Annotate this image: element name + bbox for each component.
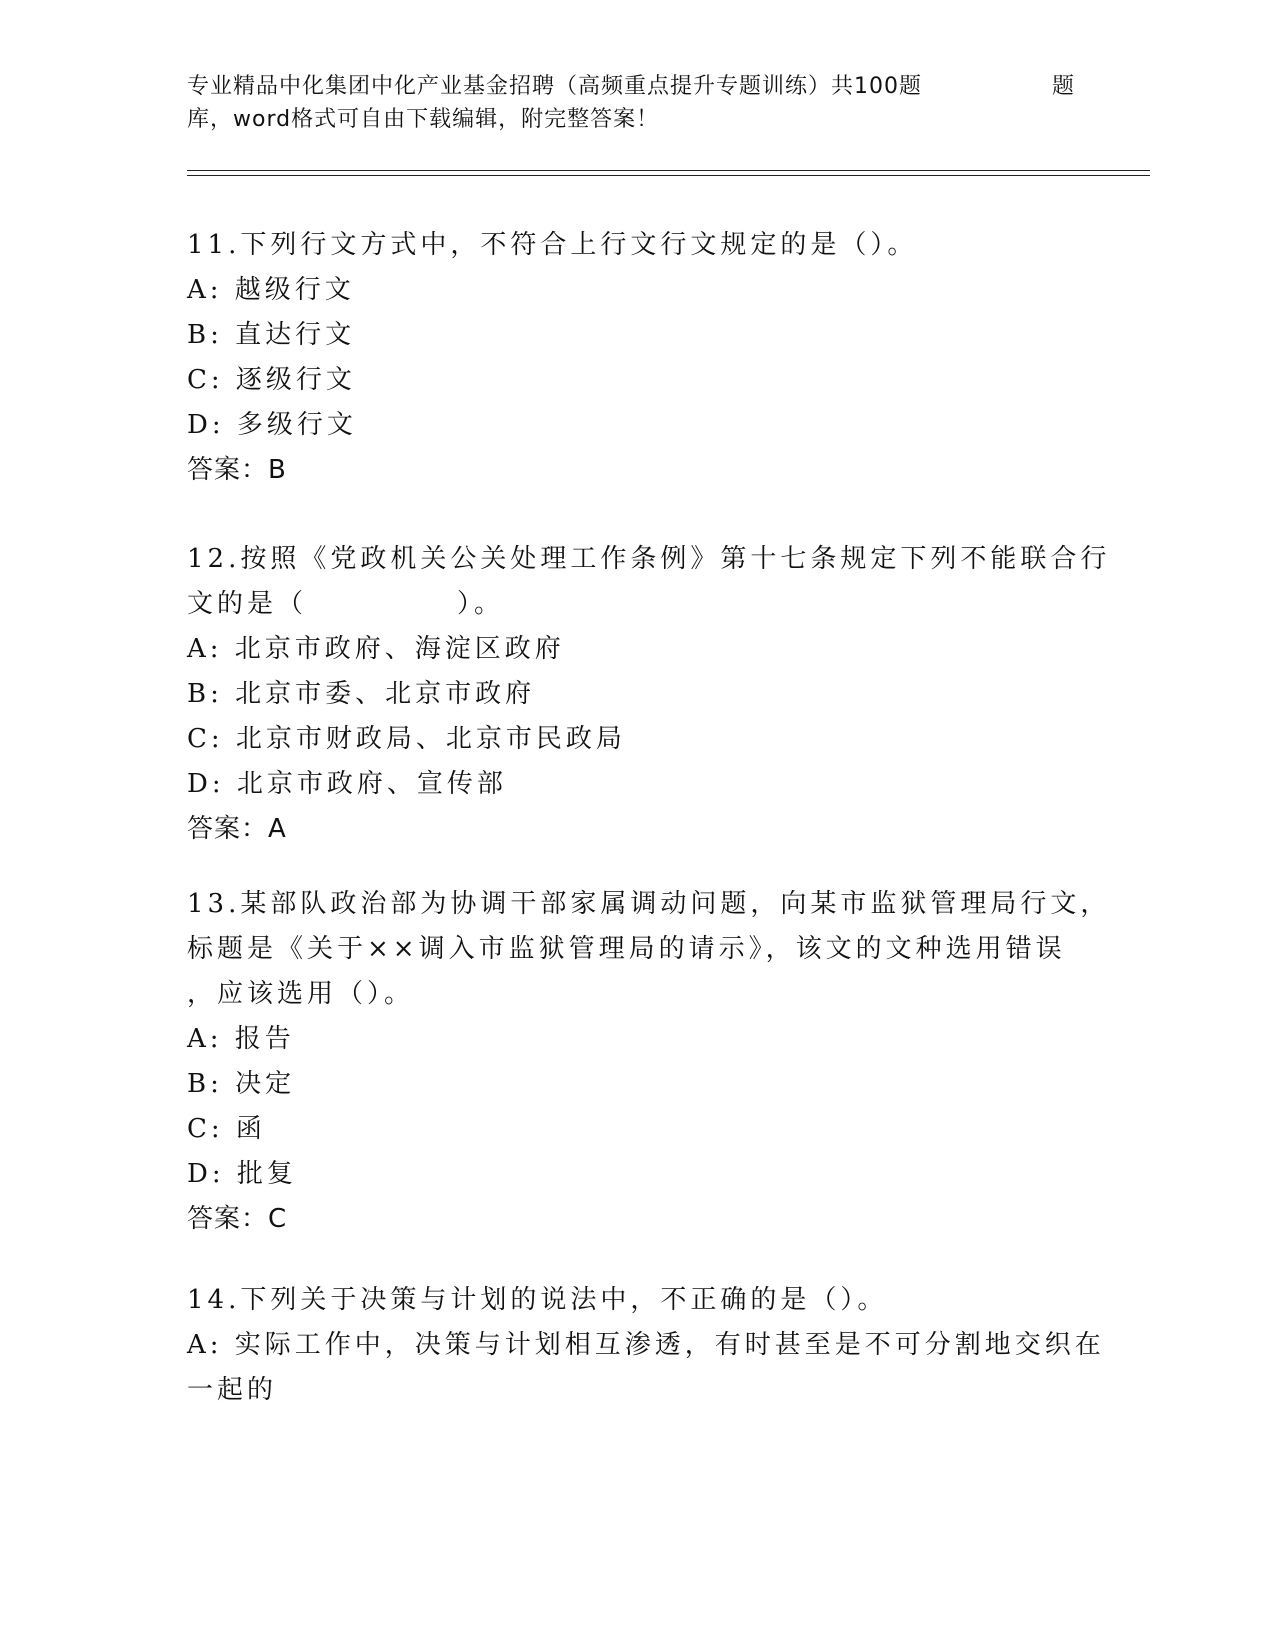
header-line-1: 专业精品中化集团中化产业基金招聘（高频重点提升专题训练）共100题 [187,74,922,99]
question-11 [187,223,1067,493]
question-13 [187,882,1111,1242]
option-a: A: 实际工作中，决策与计划相互渗透，有时甚至是不可分割地交织在 [187,1330,1105,1360]
header-trailing-char: 题 [1052,74,1076,99]
option-b: B: 决定 [187,1069,296,1099]
option-a: A: 北京市政府、海淀区政府 [187,634,565,664]
header-rule-bottom [187,175,1150,176]
header-line-2: 库，word格式可自由下载编辑，附完整答案！ [187,107,660,132]
question-stem-cont: ，应该选用（）。 [187,979,415,1009]
option-a: A: 越级行文 [187,275,355,305]
answer: 答案：A [187,814,287,844]
document-header [187,70,1087,136]
option-b: B: 直达行文 [187,320,356,350]
option-a-cont: 一起的 [187,1375,278,1405]
question-12 [187,537,1111,852]
option-b: B: 北京市委、北京市政府 [187,679,536,709]
question-stem: 11.下列行文方式中，不符合上行文行文规定的是（）。 [187,230,918,260]
answer: 答案：C [187,1204,288,1234]
question-stem: 12.按照《党政机关公关处理工作条例》第十七条规定下列不能联合行 [187,544,1111,574]
header-rule-top [187,170,1150,171]
option-d: D: 多级行文 [187,410,357,440]
option-c: C: 逐级行文 [187,365,356,395]
question-stem-cont: 标题是《关于××调入市监狱管理局的请示》，该文的文种选用错误 [187,934,1066,964]
option-d: D: 批复 [187,1159,297,1189]
question-stem-cont: 文的是（ ）。 [187,589,505,619]
option-c: C: 北京市财政局、北京市民政局 [187,724,626,754]
option-d: D: 北京市政府、宣传部 [187,769,507,799]
option-a: A: 报告 [187,1024,295,1054]
option-c: C: 函 [187,1114,266,1144]
question-stem: 14.下列关于决策与计划的说法中，不正确的是（）。 [187,1285,888,1315]
question-stem: 13.某部队政治部为协调干部家属调动问题，向某市监狱管理局行文， [187,889,1111,919]
question-14 [187,1278,1105,1413]
answer: 答案：B [187,455,287,485]
